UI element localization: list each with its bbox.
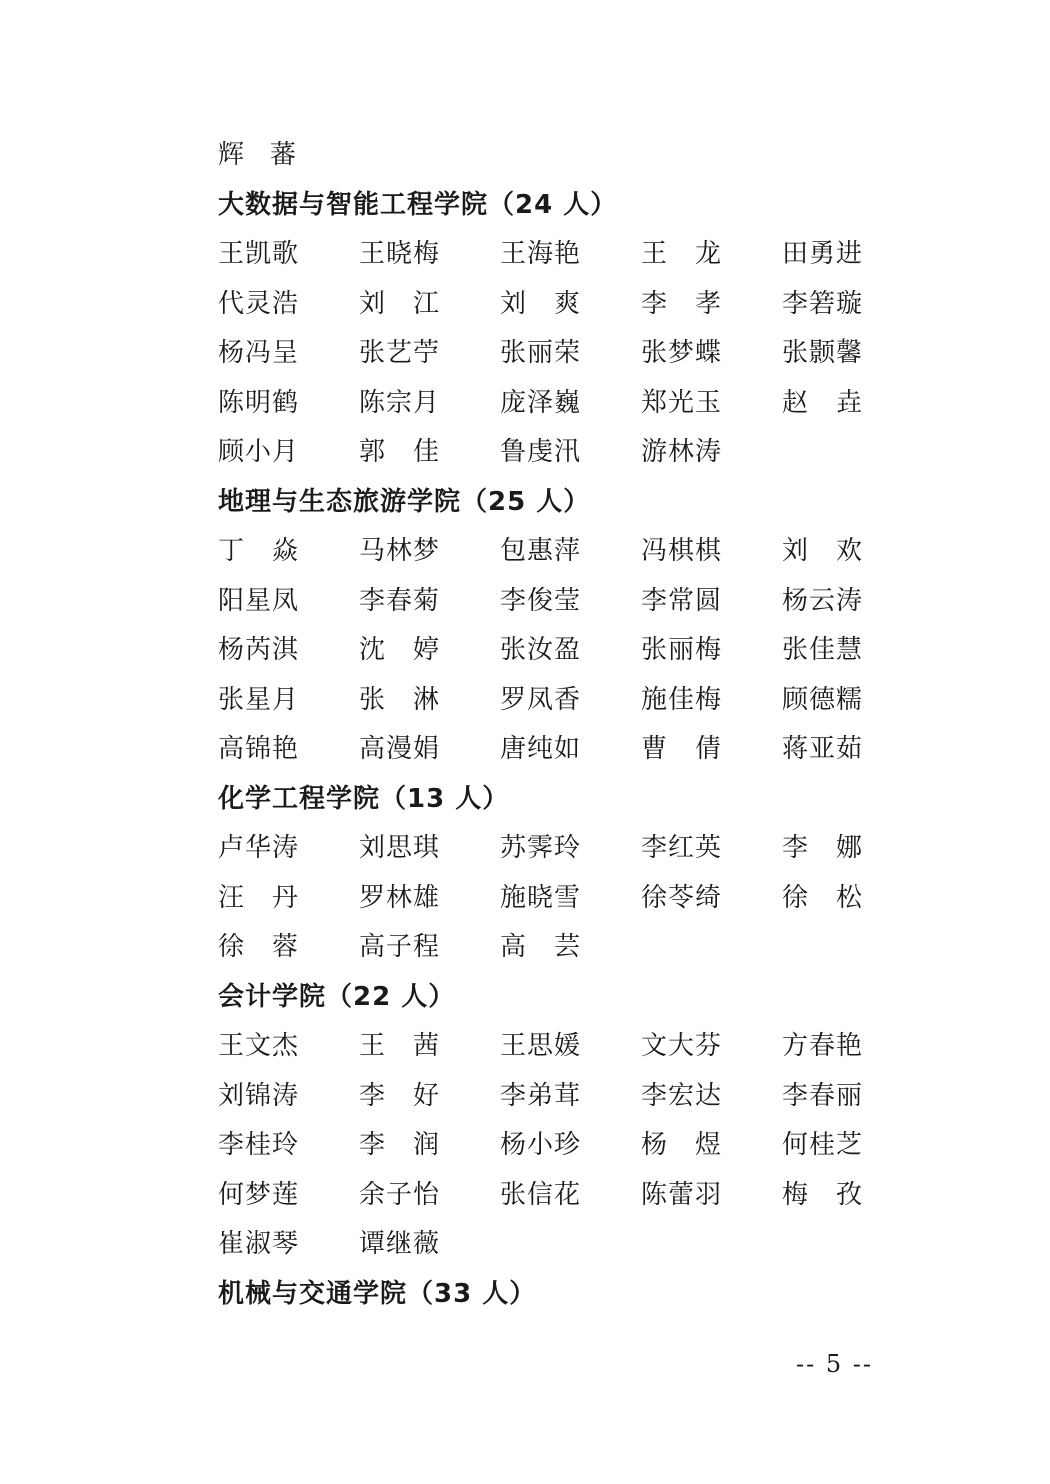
name-row — [218, 577, 918, 627]
person-name: 张梦蝶 — [641, 338, 723, 368]
person-name: 徐 松 — [782, 882, 864, 913]
person-name: 刘思琪 — [359, 833, 441, 863]
person-name: 李春菊 — [359, 585, 441, 616]
person-name: 王文杰 — [218, 1031, 300, 1061]
person-name: 李箬璇 — [782, 288, 864, 319]
person-name: 蒋亚茹 — [782, 734, 864, 764]
name-row — [218, 428, 918, 478]
person-name: 刘 爽 — [500, 288, 582, 319]
person-name: 李 孝 — [641, 288, 723, 319]
section-heading: 地理与生态旅游学院（25 人） — [218, 486, 591, 517]
person-name: 陈宗月 — [359, 387, 441, 418]
person-name: 包惠萍 — [500, 536, 582, 566]
name-row — [218, 280, 918, 330]
person-name: 游林涛 — [641, 437, 723, 467]
person-name: 顾德糯 — [782, 684, 864, 715]
name-row — [218, 676, 918, 726]
name-list — [218, 131, 918, 1319]
person-name: 汪 丹 — [218, 882, 300, 913]
person-name: 王凯歌 — [218, 239, 300, 269]
person-name: 代灵浩 — [218, 288, 300, 319]
section-heading: 大数据与智能工程学院（24 人） — [218, 189, 618, 220]
person-name: 杨云涛 — [782, 585, 864, 616]
person-name: 冯棋棋 — [641, 536, 723, 566]
person-name: 顾小月 — [218, 437, 300, 467]
person-name: 张汝盈 — [500, 635, 582, 665]
person-name: 王 茜 — [359, 1031, 441, 1061]
section-heading: 化学工程学院（13 人） — [218, 783, 510, 814]
name-row — [218, 874, 918, 924]
person-name: 李 好 — [359, 1080, 441, 1111]
person-name: 罗凤香 — [500, 684, 582, 715]
name-row — [218, 1072, 918, 1122]
person-name: 张信花 — [500, 1179, 582, 1210]
person-name: 高锦艳 — [218, 734, 300, 764]
person-name: 沈 婷 — [359, 635, 441, 665]
person-name: 高 芸 — [500, 932, 582, 962]
person-name: 张佳慧 — [782, 635, 864, 665]
person-name: 罗林雄 — [359, 882, 441, 913]
person-name: 李常圆 — [641, 585, 723, 616]
person-name: 崔淑琴 — [218, 1229, 300, 1259]
section-heading: 机械与交通学院（33 人） — [218, 1278, 537, 1309]
person-name: 李俊莹 — [500, 585, 582, 616]
person-name: 苏霁玲 — [500, 833, 582, 863]
person-name: 刘锦涛 — [218, 1080, 300, 1111]
person-name: 陈蕾羽 — [641, 1179, 723, 1210]
person-name: 曹 倩 — [641, 734, 723, 764]
section-heading: 会计学院（22 人） — [218, 981, 456, 1012]
person-name: 唐纯如 — [500, 734, 582, 764]
person-name: 李弟茸 — [500, 1080, 582, 1111]
page-number: -- 5 -- — [796, 1350, 873, 1378]
person-name: 张丽梅 — [641, 635, 723, 665]
person-name: 李 润 — [359, 1130, 441, 1160]
person-name: 王思媛 — [500, 1031, 582, 1061]
name-row — [218, 626, 918, 676]
person-name: 李桂玲 — [218, 1130, 300, 1160]
person-name: 赵 垚 — [782, 387, 864, 418]
continued-name-line: 辉 蕃 — [218, 140, 297, 170]
person-name: 王晓梅 — [359, 239, 441, 269]
person-name: 刘 江 — [359, 288, 441, 319]
person-name: 施佳梅 — [641, 684, 723, 715]
name-row — [218, 230, 918, 280]
person-name: 张颢馨 — [782, 338, 864, 368]
person-name: 徐苓绮 — [641, 882, 723, 913]
name-row — [218, 329, 918, 379]
person-name: 高漫娟 — [359, 734, 441, 764]
person-name: 庞泽巍 — [500, 387, 582, 418]
person-name: 阳星凤 — [218, 585, 300, 616]
person-name: 张丽荣 — [500, 338, 582, 368]
person-name: 杨 煜 — [641, 1130, 723, 1160]
person-name: 郭 佳 — [359, 437, 441, 467]
person-name: 施晓雪 — [500, 882, 582, 913]
person-name: 陈明鹤 — [218, 387, 300, 418]
person-name: 方春艳 — [782, 1031, 864, 1061]
name-row — [218, 379, 918, 429]
name-row — [218, 527, 918, 577]
person-name: 梅 孜 — [782, 1179, 864, 1210]
person-name: 杨冯呈 — [218, 338, 300, 368]
person-name: 文大芬 — [641, 1031, 723, 1061]
person-name: 李 娜 — [782, 833, 864, 863]
name-row — [218, 725, 918, 775]
person-name: 王 龙 — [641, 239, 723, 269]
name-row — [218, 1022, 918, 1072]
person-name: 郑光玉 — [641, 387, 723, 418]
person-name: 鲁虔汛 — [500, 437, 582, 467]
person-name: 谭继薇 — [359, 1229, 441, 1259]
person-name: 卢华涛 — [218, 833, 300, 863]
person-name: 李春丽 — [782, 1080, 864, 1111]
person-name: 马林梦 — [359, 536, 441, 566]
person-name: 丁 焱 — [218, 536, 300, 566]
person-name: 杨芮淇 — [218, 635, 300, 665]
person-name: 高子程 — [359, 932, 441, 962]
person-name: 张 淋 — [359, 684, 441, 715]
name-row — [218, 923, 918, 973]
person-name: 何桂芝 — [782, 1130, 864, 1160]
person-name: 田勇进 — [782, 239, 864, 269]
name-row — [218, 1121, 918, 1171]
person-name: 李宏达 — [641, 1080, 723, 1111]
person-name: 张艺苧 — [359, 338, 441, 368]
person-name: 徐 蓉 — [218, 932, 300, 962]
person-name: 张星月 — [218, 684, 300, 715]
person-name: 何梦莲 — [218, 1179, 300, 1210]
person-name: 刘 欢 — [782, 536, 864, 566]
name-row — [218, 1220, 918, 1270]
person-name: 李红英 — [641, 833, 723, 863]
person-name: 王海艳 — [500, 239, 582, 269]
name-row — [218, 1171, 918, 1221]
person-name: 余子怡 — [359, 1179, 441, 1210]
person-name: 杨小珍 — [500, 1130, 582, 1160]
name-row — [218, 824, 918, 874]
